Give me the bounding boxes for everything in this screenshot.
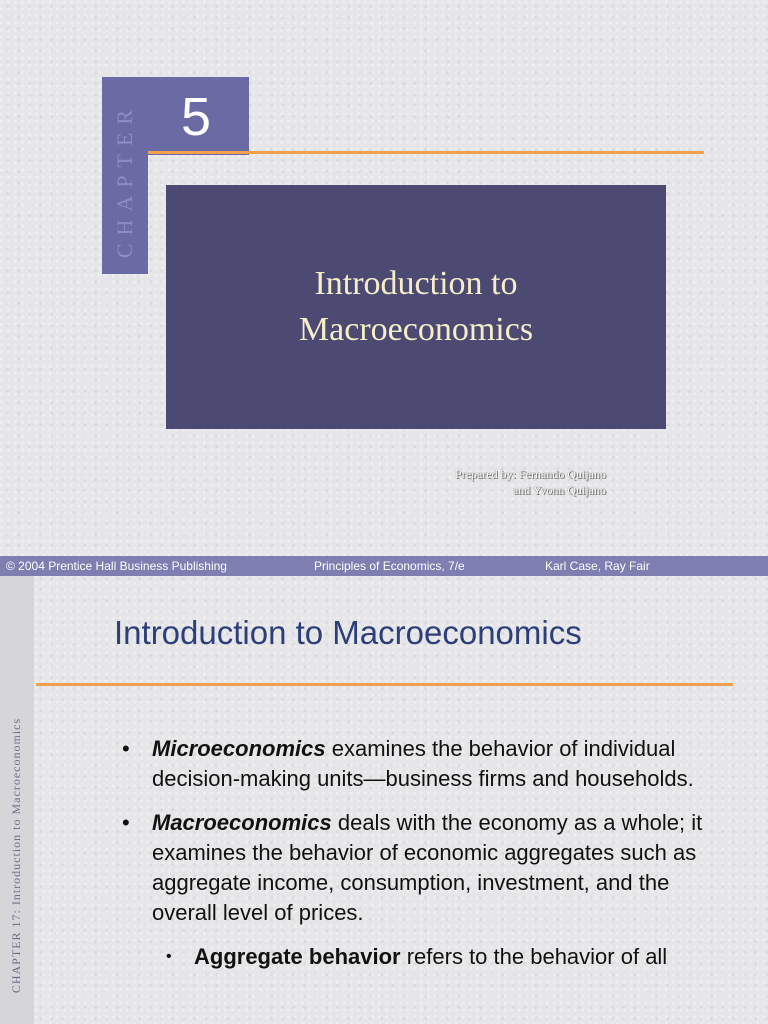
footer-book: Principles of Economics, 7/e [314,559,465,573]
content-slide-title: Introduction to Macroeconomics [114,614,582,651]
divider-line [148,151,704,154]
sub-bullet-text: refers to the behavior of all [400,944,668,969]
sub-bullet-dot: • [166,948,172,965]
chapter-label: CHAPTER [112,101,137,259]
bullet-dot: • [122,736,130,761]
sub-bullet-term: Aggregate behavior [194,944,401,969]
footer-copyright: © 2004 Prentice Hall Business Publishing [6,559,227,573]
slide-footer [0,556,768,576]
chapter-number: 5 [181,87,212,147]
prepared-by-line1: Prepared by: Fernando Quijano [455,467,606,481]
bullet-text: examines the behavior of individual decision-making units—business firms and households. [152,736,694,791]
list-item [122,808,722,928]
bullet-term: Microeconomics [152,736,326,761]
bullet-dot: • [122,810,130,835]
prepared-by-line2: and Yvonn Quijano [512,482,606,497]
side-chapter-label: CHAPTER 17: Introduction to Macroeconomics [9,717,24,993]
side-label-wrap [2,686,32,1024]
content-slide [0,576,768,1024]
chapter-label-wrap [102,95,148,265]
bullet-term: Macroeconomics [152,810,332,835]
bullet-list [122,734,722,972]
footer-authors: Karl Case, Ray Fair [545,559,650,573]
slide-title [299,261,533,353]
bullet-text: deals with the economy as a whole; it examines the behavior of economic aggregates such as aggregate income, consumption, investment, and the overall level of prices. [152,810,703,925]
sub-list-item [146,942,722,972]
title-underline [36,683,733,686]
slide-title-line1: Introduction to [314,265,518,303]
title-box [166,185,666,429]
list-item [122,734,722,794]
prepared-by [410,467,606,498]
slide-title-line2: Macroeconomics [298,311,534,348]
